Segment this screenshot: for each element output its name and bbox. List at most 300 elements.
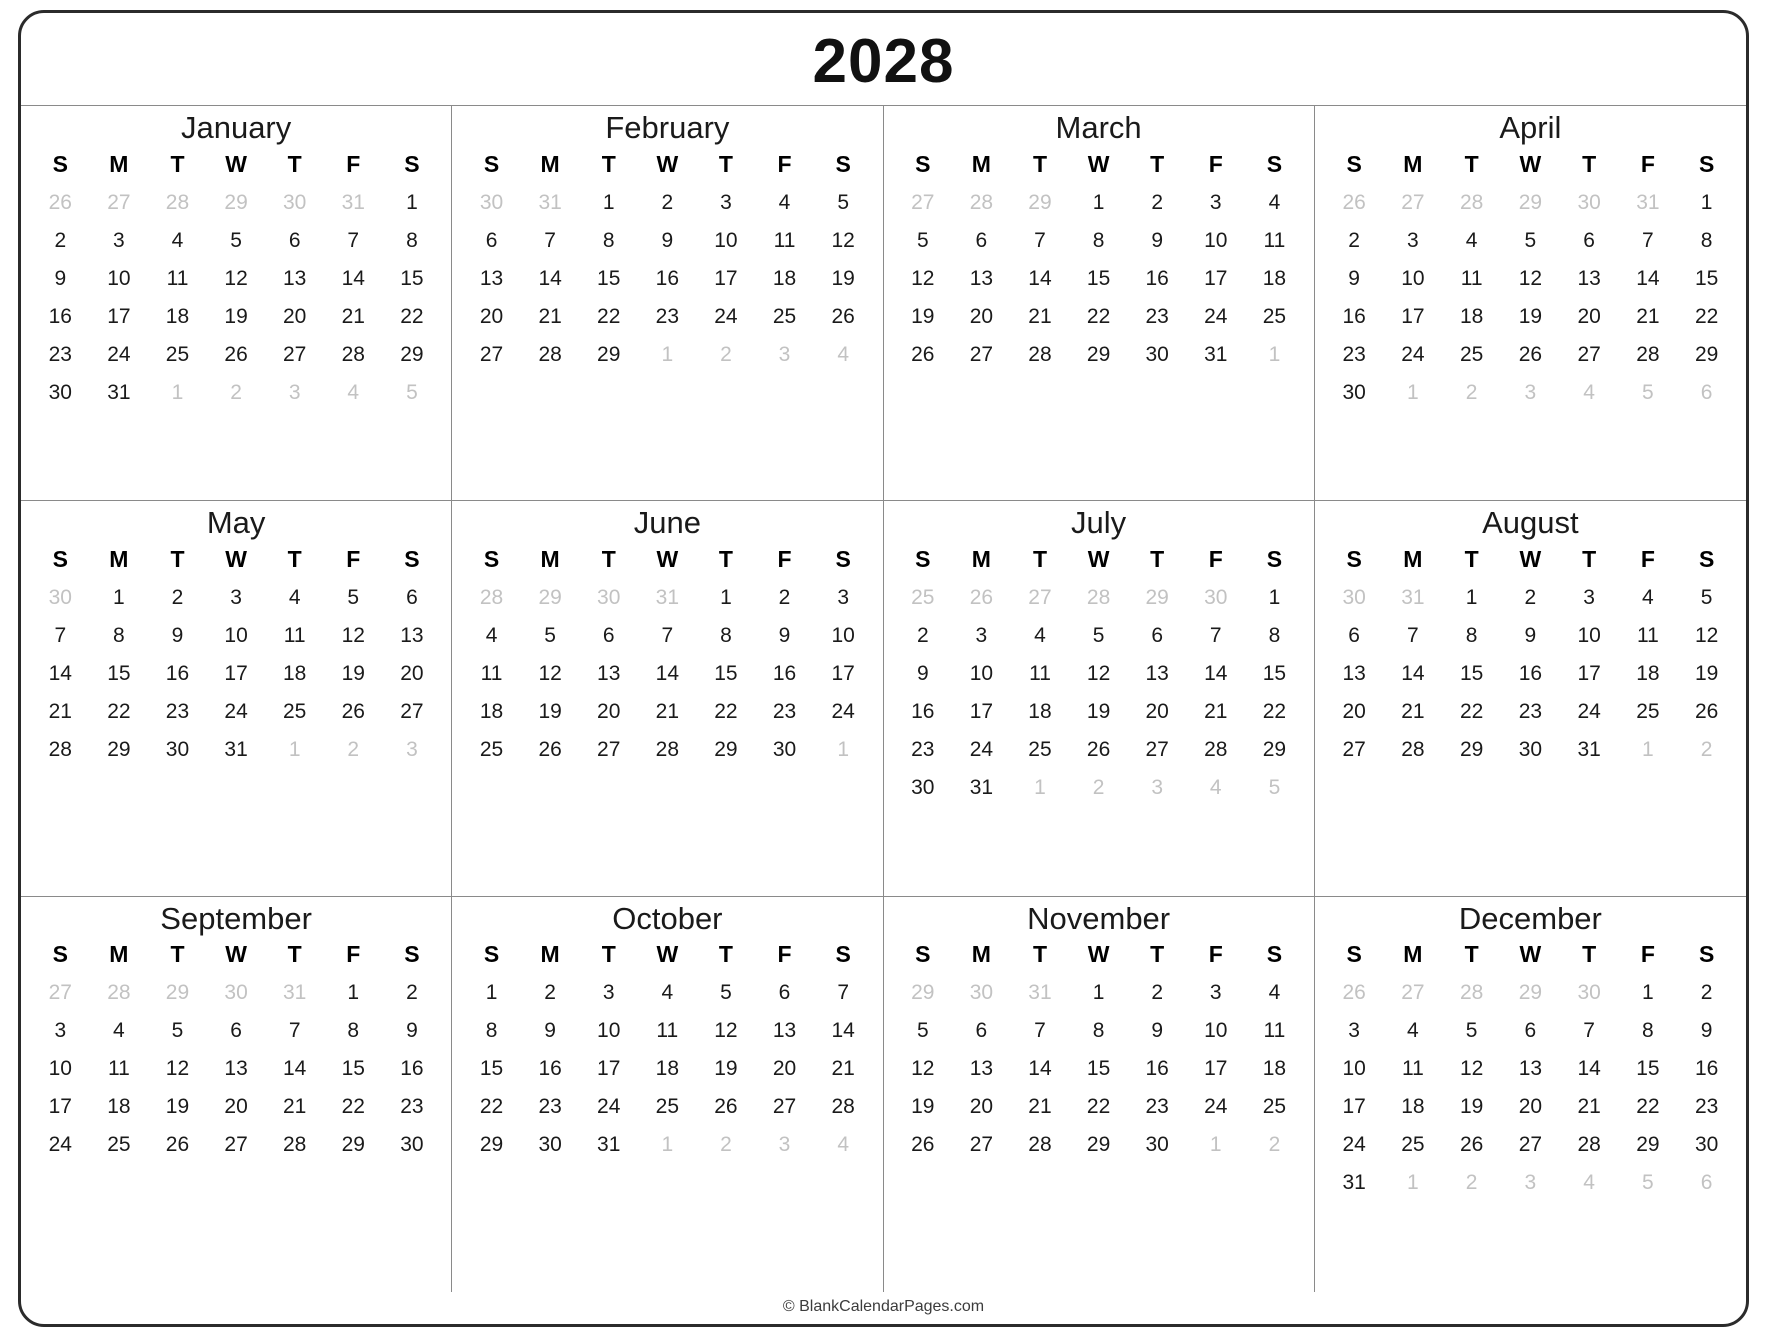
day-cell[interactable]: 30 [1145, 1133, 1169, 1157]
day-cell[interactable]: 24 [1204, 304, 1228, 328]
day-cell[interactable]: 29 [107, 737, 131, 761]
day-cell[interactable] [383, 769, 442, 783]
day-cell[interactable]: 7 [1034, 228, 1046, 252]
day-cell[interactable]: 20 [969, 1095, 994, 1119]
day-cell[interactable]: 26 [911, 342, 935, 366]
day-cell[interactable]: 9 [1151, 1019, 1164, 1043]
day-cell[interactable]: 2 [54, 228, 67, 252]
day-cell[interactable]: 31 [1204, 342, 1228, 366]
day-cell[interactable]: 28 [831, 1095, 855, 1119]
day-cell-adjacent-month[interactable]: 27 [1401, 981, 1425, 1005]
day-cell[interactable]: 17 [1204, 1057, 1228, 1081]
day-cell[interactable]: 14 [48, 661, 72, 685]
day-cell-adjacent-month[interactable]: 4 [347, 380, 360, 404]
day-cell[interactable]: 30 [1694, 1133, 1719, 1157]
day-cell[interactable]: 3 [602, 981, 615, 1005]
day-cell[interactable] [31, 1164, 90, 1178]
day-cell[interactable]: 29 [400, 342, 424, 366]
day-cell[interactable]: 19 [538, 699, 562, 723]
day-cell[interactable]: 2 [1348, 228, 1360, 252]
day-cell[interactable]: 26 [224, 342, 248, 366]
day-cell[interactable]: 13 [1518, 1057, 1543, 1081]
day-cell[interactable]: 15 [597, 266, 621, 290]
day-cell[interactable]: 26 [714, 1095, 738, 1119]
day-cell[interactable]: 6 [1524, 1019, 1537, 1043]
day-cell[interactable] [148, 1164, 207, 1178]
day-cell[interactable]: 28 [1204, 737, 1228, 761]
day-cell[interactable]: 6 [1151, 623, 1164, 647]
day-cell[interactable] [1186, 374, 1245, 388]
day-cell[interactable]: 29 [1459, 737, 1484, 761]
day-cell[interactable]: 18 [1636, 661, 1660, 685]
day-cell[interactable]: 26 [538, 737, 562, 761]
day-cell[interactable]: 25 [165, 342, 190, 366]
day-cell[interactable]: 13 [1577, 266, 1601, 290]
day-cell[interactable]: 19 [224, 304, 248, 328]
day-cell[interactable] [952, 374, 1011, 388]
day-cell[interactable]: 6 [1583, 228, 1595, 252]
day-cell[interactable]: 21 [1204, 699, 1228, 723]
day-cell-adjacent-month[interactable]: 1 [661, 1133, 674, 1157]
day-cell[interactable]: 19 [714, 1057, 738, 1081]
day-cell[interactable]: 15 [400, 266, 424, 290]
day-cell[interactable]: 26 [341, 699, 365, 723]
day-cell[interactable] [1245, 1164, 1304, 1178]
day-cell[interactable]: 14 [1204, 661, 1228, 685]
day-cell[interactable]: 22 [1636, 1095, 1660, 1119]
day-cell[interactable]: 8 [113, 623, 125, 647]
day-cell[interactable] [755, 769, 814, 783]
day-cell[interactable]: 5 [1092, 623, 1105, 647]
day-cell-adjacent-month[interactable]: 1 [1268, 342, 1281, 366]
day-cell[interactable]: 14 [1577, 1057, 1601, 1081]
day-cell[interactable]: 6 [975, 228, 988, 252]
day-cell[interactable]: 19 [1459, 1095, 1484, 1119]
day-cell[interactable]: 15 [1694, 266, 1719, 290]
day-cell[interactable]: 14 [1028, 1057, 1052, 1081]
day-cell[interactable]: 16 [1342, 304, 1366, 328]
day-cell-adjacent-month[interactable]: 29 [538, 585, 562, 609]
day-cell[interactable]: 30 [772, 737, 797, 761]
day-cell[interactable]: 1 [1092, 981, 1105, 1005]
day-cell[interactable]: 25 [772, 304, 797, 328]
day-cell[interactable]: 30 [48, 380, 72, 404]
day-cell[interactable]: 18 [655, 1057, 679, 1081]
day-cell[interactable]: 1 [347, 981, 360, 1005]
day-cell[interactable]: 28 [282, 1133, 307, 1157]
day-cell-adjacent-month[interactable]: 3 [1151, 775, 1164, 799]
day-cell-adjacent-month[interactable]: 29 [1518, 981, 1543, 1005]
day-cell-adjacent-month[interactable]: 2 [1268, 1133, 1281, 1157]
day-cell-adjacent-month[interactable]: 1 [1407, 1171, 1419, 1195]
day-cell[interactable]: 10 [224, 623, 248, 647]
day-cell-adjacent-month[interactable]: 29 [1145, 585, 1169, 609]
day-cell[interactable] [1128, 374, 1187, 388]
day-cell[interactable]: 7 [347, 228, 360, 252]
day-cell[interactable]: 13 [479, 266, 504, 290]
day-cell[interactable]: 21 [282, 1095, 307, 1119]
day-cell[interactable] [1011, 1164, 1070, 1178]
day-cell[interactable] [814, 769, 873, 783]
day-cell[interactable]: 15 [714, 661, 738, 685]
day-cell[interactable] [207, 1164, 266, 1178]
day-cell[interactable]: 21 [341, 304, 365, 328]
day-cell[interactable]: 3 [1407, 228, 1419, 252]
day-cell[interactable]: 12 [1518, 266, 1543, 290]
day-cell[interactable]: 18 [1028, 699, 1052, 723]
day-cell[interactable]: 6 [602, 623, 615, 647]
day-cell[interactable]: 12 [1459, 1057, 1484, 1081]
day-cell[interactable]: 5 [230, 228, 242, 252]
day-cell[interactable]: 20 [1518, 1095, 1543, 1119]
day-cell[interactable]: 28 [538, 342, 562, 366]
day-cell[interactable]: 16 [165, 661, 190, 685]
day-cell[interactable]: 22 [1262, 699, 1287, 723]
day-cell-adjacent-month[interactable]: 27 [1028, 585, 1052, 609]
day-cell[interactable]: 7 [661, 623, 674, 647]
day-cell[interactable]: 1 [720, 585, 732, 609]
day-cell[interactable]: 30 [538, 1133, 562, 1157]
day-cell[interactable]: 27 [597, 737, 621, 761]
day-cell[interactable]: 24 [107, 342, 131, 366]
day-cell[interactable]: 6 [1348, 623, 1360, 647]
day-cell-adjacent-month[interactable]: 5 [1642, 1171, 1654, 1195]
day-cell-adjacent-month[interactable]: 27 [911, 190, 935, 214]
day-cell[interactable]: 7 [544, 228, 556, 252]
day-cell[interactable]: 6 [288, 228, 301, 252]
day-cell[interactable]: 8 [1642, 1019, 1654, 1043]
day-cell[interactable]: 16 [1145, 266, 1169, 290]
day-cell[interactable] [207, 769, 266, 783]
day-cell[interactable]: 24 [714, 304, 738, 328]
day-cell[interactable]: 21 [1028, 1095, 1052, 1119]
day-cell-adjacent-month[interactable]: 28 [479, 585, 504, 609]
day-cell[interactable]: 25 [1262, 1095, 1287, 1119]
day-cell[interactable]: 23 [1518, 699, 1543, 723]
day-cell-adjacent-month[interactable]: 5 [406, 380, 418, 404]
day-cell[interactable] [1325, 769, 1384, 783]
day-cell-adjacent-month[interactable]: 2 [720, 1133, 732, 1157]
day-cell[interactable]: 27 [282, 342, 307, 366]
day-cell[interactable]: 3 [1209, 190, 1222, 214]
day-cell-adjacent-month[interactable]: 2 [1092, 775, 1105, 799]
day-cell[interactable]: 3 [720, 190, 732, 214]
day-cell[interactable]: 3 [837, 585, 849, 609]
day-cell[interactable]: 28 [655, 737, 679, 761]
day-cell[interactable]: 3 [1209, 981, 1222, 1005]
day-cell[interactable]: 11 [656, 1019, 679, 1043]
day-cell[interactable]: 9 [1700, 1019, 1713, 1043]
day-cell[interactable]: 7 [837, 981, 849, 1005]
day-cell[interactable] [894, 374, 953, 388]
day-cell[interactable]: 14 [831, 1019, 855, 1043]
day-cell[interactable]: 26 [911, 1133, 935, 1157]
day-cell[interactable]: 12 [1694, 623, 1719, 647]
day-cell[interactable]: 29 [479, 1133, 504, 1157]
day-cell[interactable]: 5 [171, 1019, 184, 1043]
day-cell[interactable]: 10 [714, 228, 738, 252]
day-cell-adjacent-month[interactable]: 30 [969, 981, 994, 1005]
day-cell[interactable] [814, 1164, 873, 1178]
day-cell[interactable]: 28 [1401, 737, 1425, 761]
day-cell-adjacent-month[interactable]: 31 [341, 190, 365, 214]
day-cell[interactable]: 6 [975, 1019, 988, 1043]
day-cell[interactable]: 12 [165, 1057, 190, 1081]
day-cell[interactable]: 27 [969, 342, 994, 366]
day-cell[interactable]: 1 [602, 190, 615, 214]
day-cell[interactable]: 31 [107, 380, 131, 404]
day-cell[interactable]: 10 [1342, 1057, 1366, 1081]
day-cell[interactable]: 27 [1145, 737, 1169, 761]
day-cell[interactable]: 25 [1401, 1133, 1425, 1157]
day-cell[interactable]: 18 [1459, 304, 1484, 328]
day-cell[interactable]: 8 [602, 228, 615, 252]
day-cell[interactable]: 21 [1636, 304, 1660, 328]
day-cell[interactable]: 21 [48, 699, 72, 723]
day-cell[interactable]: 25 [1028, 737, 1052, 761]
day-cell[interactable]: 13 [282, 266, 307, 290]
day-cell[interactable] [462, 374, 521, 388]
day-cell[interactable]: 6 [778, 981, 791, 1005]
day-cell-adjacent-month[interactable]: 28 [1459, 190, 1484, 214]
day-cell[interactable]: 22 [107, 699, 131, 723]
day-cell[interactable]: 16 [1694, 1057, 1719, 1081]
day-cell[interactable]: 20 [597, 699, 621, 723]
day-cell[interactable] [814, 374, 873, 388]
day-cell[interactable] [755, 1164, 814, 1178]
day-cell[interactable]: 12 [224, 266, 248, 290]
day-cell[interactable]: 8 [1700, 228, 1713, 252]
day-cell[interactable]: 13 [224, 1057, 248, 1081]
day-cell-adjacent-month[interactable]: 30 [1342, 585, 1366, 609]
day-cell[interactable]: 30 [1342, 380, 1366, 404]
day-cell[interactable]: 26 [165, 1133, 190, 1157]
day-cell-adjacent-month[interactable]: 26 [48, 190, 72, 214]
day-cell[interactable]: 29 [341, 1133, 365, 1157]
day-cell[interactable] [1501, 769, 1560, 783]
day-cell[interactable]: 9 [1348, 266, 1360, 290]
day-cell[interactable]: 10 [1204, 1019, 1228, 1043]
day-cell-adjacent-month[interactable]: 30 [224, 981, 248, 1005]
day-cell-adjacent-month[interactable]: 3 [406, 737, 418, 761]
day-cell[interactable]: 19 [341, 661, 365, 685]
day-cell[interactable]: 29 [1086, 342, 1111, 366]
day-cell[interactable]: 21 [655, 699, 679, 723]
day-cell[interactable] [1069, 374, 1128, 388]
day-cell[interactable] [1128, 1164, 1187, 1178]
day-cell[interactable]: 26 [1086, 737, 1111, 761]
day-cell[interactable]: 5 [916, 228, 929, 252]
day-cell[interactable]: 3 [1583, 585, 1595, 609]
day-cell[interactable]: 7 [1209, 623, 1222, 647]
day-cell[interactable] [1186, 1164, 1245, 1178]
day-cell[interactable]: 27 [1577, 342, 1601, 366]
day-cell[interactable]: 10 [48, 1057, 72, 1081]
day-cell[interactable]: 28 [341, 342, 365, 366]
day-cell[interactable]: 8 [1092, 228, 1105, 252]
day-cell[interactable] [324, 1164, 383, 1178]
day-cell[interactable]: 31 [969, 775, 994, 799]
day-cell-adjacent-month[interactable]: 3 [288, 380, 301, 404]
day-cell[interactable]: 30 [911, 775, 935, 799]
day-cell[interactable]: 23 [165, 699, 190, 723]
day-cell[interactable]: 3 [54, 1019, 67, 1043]
day-cell[interactable]: 20 [772, 1057, 797, 1081]
day-cell[interactable]: 28 [1577, 1133, 1601, 1157]
day-cell[interactable]: 15 [1636, 1057, 1660, 1081]
day-cell[interactable]: 23 [538, 1095, 562, 1119]
day-cell-adjacent-month[interactable]: 26 [1342, 981, 1366, 1005]
day-cell[interactable]: 25 [1459, 342, 1484, 366]
day-cell[interactable]: 11 [1460, 266, 1483, 290]
day-cell[interactable]: 19 [1086, 699, 1111, 723]
day-cell[interactable]: 17 [1401, 304, 1425, 328]
day-cell-adjacent-month[interactable]: 29 [165, 981, 190, 1005]
day-cell[interactable]: 5 [916, 1019, 929, 1043]
day-cell-adjacent-month[interactable]: 30 [1577, 981, 1601, 1005]
day-cell[interactable] [265, 769, 324, 783]
day-cell[interactable]: 18 [165, 304, 190, 328]
day-cell[interactable]: 27 [969, 1133, 994, 1157]
day-cell[interactable]: 11 [1636, 623, 1659, 647]
day-cell[interactable]: 23 [1342, 342, 1366, 366]
day-cell[interactable]: 1 [406, 190, 418, 214]
day-cell[interactable] [521, 374, 580, 388]
day-cell-adjacent-month[interactable]: 27 [107, 190, 131, 214]
day-cell[interactable]: 13 [969, 1057, 994, 1081]
day-cell[interactable] [952, 1164, 1011, 1178]
day-cell[interactable]: 18 [282, 661, 307, 685]
day-cell[interactable]: 17 [597, 1057, 621, 1081]
day-cell[interactable]: 8 [1268, 623, 1281, 647]
day-cell-adjacent-month[interactable]: 28 [107, 981, 131, 1005]
day-cell[interactable]: 7 [1034, 1019, 1046, 1043]
day-cell[interactable] [1560, 769, 1619, 783]
day-cell-adjacent-month[interactable]: 26 [969, 585, 994, 609]
day-cell[interactable]: 17 [831, 661, 855, 685]
day-cell[interactable] [521, 1164, 580, 1178]
day-cell[interactable] [638, 769, 697, 783]
day-cell[interactable] [1619, 769, 1678, 783]
day-cell[interactable]: 15 [1262, 661, 1287, 685]
day-cell[interactable]: 24 [1401, 342, 1425, 366]
day-cell[interactable]: 11 [283, 623, 306, 647]
day-cell[interactable]: 16 [911, 699, 935, 723]
day-cell[interactable]: 2 [916, 623, 929, 647]
day-cell[interactable]: 9 [1151, 228, 1164, 252]
day-cell[interactable]: 18 [479, 699, 504, 723]
day-cell[interactable]: 23 [772, 699, 797, 723]
day-cell[interactable]: 4 [661, 981, 674, 1005]
day-cell-adjacent-month[interactable]: 29 [1518, 190, 1543, 214]
day-cell[interactable]: 20 [400, 661, 424, 685]
day-cell[interactable]: 13 [969, 266, 994, 290]
day-cell[interactable]: 12 [341, 623, 365, 647]
day-cell[interactable]: 5 [720, 981, 732, 1005]
day-cell[interactable]: 17 [714, 266, 738, 290]
day-cell[interactable]: 9 [778, 623, 791, 647]
day-cell-adjacent-month[interactable]: 3 [1524, 380, 1537, 404]
day-cell[interactable]: 17 [1577, 661, 1601, 685]
day-cell-adjacent-month[interactable]: 1 [171, 380, 184, 404]
day-cell[interactable]: 27 [224, 1133, 248, 1157]
day-cell[interactable]: 11 [1401, 1057, 1424, 1081]
day-cell-adjacent-month[interactable]: 29 [224, 190, 248, 214]
day-cell[interactable]: 15 [1459, 661, 1484, 685]
day-cell[interactable]: 7 [54, 623, 67, 647]
day-cell[interactable]: 10 [969, 661, 994, 685]
day-cell[interactable] [894, 1164, 953, 1178]
day-cell-adjacent-month[interactable]: 6 [1700, 380, 1713, 404]
day-cell[interactable]: 16 [400, 1057, 424, 1081]
day-cell[interactable] [90, 1164, 149, 1178]
day-cell-adjacent-month[interactable]: 28 [1086, 585, 1111, 609]
day-cell[interactable] [521, 769, 580, 783]
day-cell[interactable]: 2 [406, 981, 418, 1005]
day-cell-adjacent-month[interactable]: 31 [1636, 190, 1660, 214]
day-cell[interactable]: 21 [1401, 699, 1425, 723]
day-cell[interactable] [697, 1164, 756, 1178]
day-cell[interactable]: 17 [969, 699, 994, 723]
day-cell[interactable]: 17 [224, 661, 248, 685]
day-cell-adjacent-month[interactable]: 30 [1577, 190, 1601, 214]
day-cell[interactable]: 21 [1577, 1095, 1601, 1119]
day-cell-adjacent-month[interactable]: 4 [837, 342, 849, 366]
day-cell[interactable] [90, 769, 149, 783]
day-cell[interactable]: 7 [288, 1019, 301, 1043]
day-cell-adjacent-month[interactable]: 27 [1401, 190, 1425, 214]
day-cell[interactable]: 12 [831, 228, 855, 252]
day-cell[interactable]: 1 [113, 585, 125, 609]
day-cell[interactable]: 14 [1636, 266, 1660, 290]
day-cell[interactable]: 23 [1145, 304, 1169, 328]
day-cell[interactable]: 28 [1636, 342, 1660, 366]
day-cell-adjacent-month[interactable]: 30 [479, 190, 504, 214]
day-cell[interactable]: 2 [1151, 190, 1164, 214]
day-cell[interactable]: 16 [48, 304, 72, 328]
day-cell-adjacent-month[interactable]: 2 [1465, 380, 1478, 404]
day-cell[interactable]: 2 [1524, 585, 1537, 609]
day-cell[interactable]: 7 [1407, 623, 1419, 647]
day-cell[interactable]: 6 [230, 1019, 242, 1043]
day-cell[interactable] [638, 1164, 697, 1178]
day-cell[interactable]: 11 [773, 228, 796, 252]
day-cell[interactable] [579, 1164, 638, 1178]
day-cell[interactable]: 21 [538, 304, 562, 328]
day-cell[interactable]: 29 [1262, 737, 1287, 761]
day-cell[interactable]: 5 [347, 585, 360, 609]
day-cell[interactable]: 26 [1694, 699, 1719, 723]
day-cell[interactable]: 2 [661, 190, 674, 214]
day-cell-adjacent-month[interactable]: 31 [1028, 981, 1052, 1005]
day-cell[interactable]: 29 [1086, 1133, 1111, 1157]
day-cell[interactable]: 12 [911, 1057, 935, 1081]
day-cell[interactable]: 10 [831, 623, 855, 647]
day-cell[interactable]: 16 [1518, 661, 1543, 685]
day-cell[interactable]: 16 [655, 266, 679, 290]
day-cell[interactable] [1011, 374, 1070, 388]
day-cell[interactable]: 4 [1268, 981, 1281, 1005]
day-cell[interactable]: 10 [597, 1019, 621, 1043]
day-cell[interactable]: 3 [975, 623, 988, 647]
day-cell[interactable] [638, 374, 697, 388]
day-cell[interactable]: 30 [400, 1133, 424, 1157]
day-cell[interactable]: 25 [282, 699, 307, 723]
day-cell[interactable]: 30 [1145, 342, 1169, 366]
day-cell[interactable]: 25 [1262, 304, 1287, 328]
day-cell[interactable]: 2 [778, 585, 791, 609]
day-cell-adjacent-month[interactable]: 1 [1209, 1133, 1222, 1157]
